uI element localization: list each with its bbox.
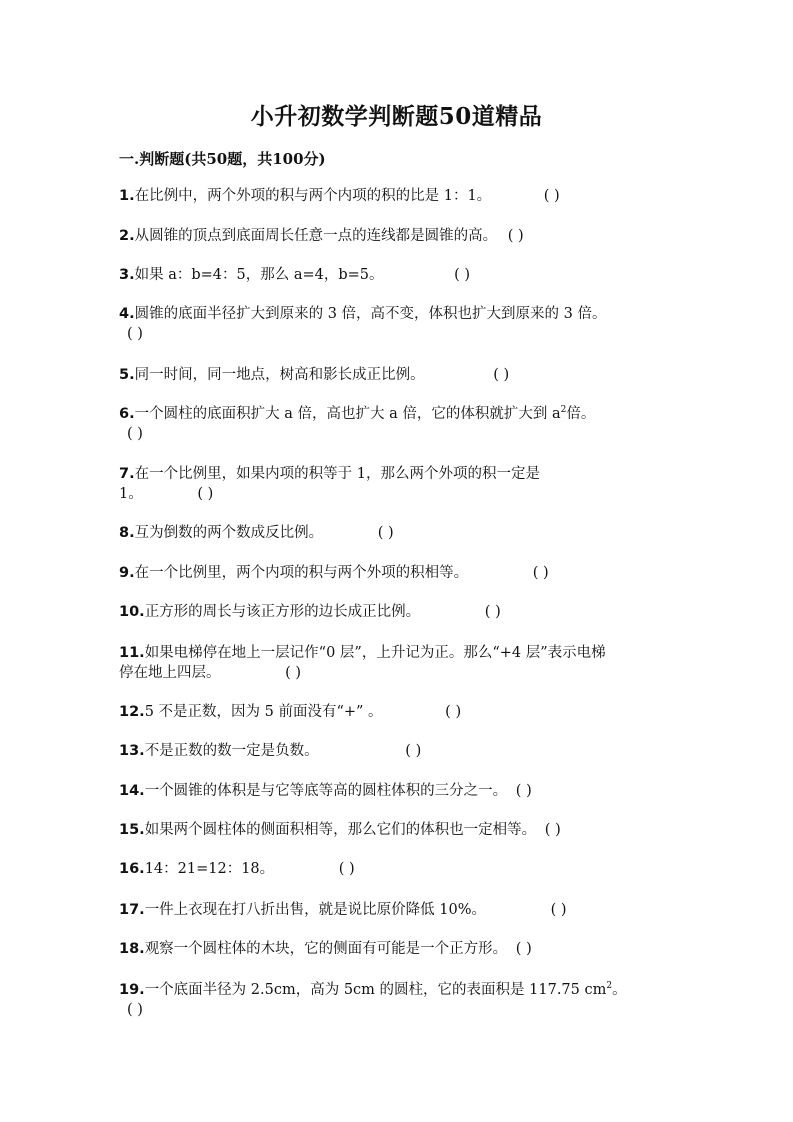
question-text: 在一个比例里，两个内项的积与两个外项的积相等。	[134, 565, 469, 581]
answer-blank[interactable]: ( )	[484, 604, 501, 620]
answer-blank[interactable]: ( )	[127, 326, 143, 342]
question-text: 互为倒数的两个数成反比例。	[134, 525, 324, 541]
question-text-line2: 1。	[119, 486, 143, 502]
answer-blank[interactable]: ( )	[507, 228, 524, 244]
question-text: 圆锥的底面半径扩大到原来的 3 倍，高不变，体积也扩大到原来的 3 倍。	[134, 306, 607, 322]
question-16	[119, 859, 679, 879]
question-number: 1.	[119, 188, 135, 204]
answer-blank[interactable]: ( )	[127, 1002, 143, 1018]
question-13	[119, 741, 679, 761]
question-number: 3.	[119, 267, 135, 283]
question-text: 5 不是正数，因为 5 前面没有“+” 。	[144, 704, 383, 720]
question-text: 正方形的周长与该正方形的边长成正比例。	[144, 604, 421, 620]
question-text-end: 倍。	[566, 406, 596, 422]
question-number: 17.	[119, 902, 145, 918]
question-7	[119, 464, 679, 504]
question-17	[119, 900, 679, 920]
answer-blank[interactable]: ( )	[445, 704, 462, 720]
question-10	[119, 602, 679, 622]
answer-blank[interactable]: ( )	[550, 902, 567, 918]
question-number: 4.	[119, 306, 135, 322]
question-text: 14：21=12：18。	[144, 861, 275, 877]
question-text: 一个圆锥的体积是与它等底等高的圆柱体积的三分之一。	[144, 783, 508, 799]
question-text: 如果两个圆柱体的侧面积相等，那么它们的体积也一定相等。	[144, 822, 537, 838]
answer-blank[interactable]: ( )	[544, 822, 561, 838]
question-number: 16.	[119, 861, 145, 877]
answer-blank[interactable]: ( )	[197, 486, 214, 502]
question-number: 8.	[119, 525, 135, 541]
question-text: 如果电梯停在地上一层记作“0 层”，上升记为正。那么“+4 层”表示电梯	[144, 645, 606, 661]
superscript: 2	[560, 405, 567, 416]
question-9	[119, 563, 679, 583]
answer-blank[interactable]: ( )	[515, 783, 532, 799]
answer-blank[interactable]: ( )	[515, 941, 532, 957]
question-text: 一个底面半径为 2.5cm，高为 5cm 的圆柱，它的表面积是 117.75 cm	[144, 982, 607, 998]
question-text: 一件上衣现在打八折出售，就是说比原价降低 10%。	[144, 902, 487, 918]
question-11	[119, 643, 679, 683]
question-4	[119, 304, 679, 344]
question-number: 12.	[119, 704, 145, 720]
question-text: 不是正数的数一定是负数。	[144, 743, 319, 759]
question-number: 2.	[119, 228, 135, 244]
question-text: 观察一个圆柱体的木块，它的侧面有可能是一个正方形。	[144, 941, 508, 957]
question-14	[119, 781, 679, 801]
answer-blank[interactable]: ( )	[127, 426, 143, 442]
question-number: 18.	[119, 941, 145, 957]
question-5	[119, 365, 679, 385]
answer-blank[interactable]: ( )	[454, 267, 471, 283]
question-number: 9.	[119, 565, 135, 581]
question-12	[119, 702, 679, 722]
question-text-end: 。	[612, 982, 627, 998]
question-15	[119, 820, 679, 840]
question-text: 同一时间，同一地点，树高和影长成正比例。	[134, 367, 425, 383]
question-number: 7.	[119, 466, 135, 482]
question-number: 11.	[119, 645, 145, 661]
question-text-line2: 停在地上四层。	[119, 665, 221, 681]
page-title: 小升初数学判断题50道精品	[250, 103, 543, 130]
answer-blank[interactable]: ( )	[405, 743, 422, 759]
answer-blank[interactable]: ( )	[543, 188, 560, 204]
question-text: 在比例中，两个外项的积与两个内项的积的比是 1：1。	[134, 188, 492, 204]
answer-blank[interactable]: ( )	[377, 525, 394, 541]
question-8	[119, 523, 679, 543]
question-number: 19.	[119, 982, 145, 998]
answer-blank[interactable]: ( )	[338, 861, 355, 877]
question-number: 15.	[119, 822, 145, 838]
answer-blank[interactable]: ( )	[285, 665, 302, 681]
answer-blank[interactable]: ( )	[493, 367, 510, 383]
question-6	[119, 404, 679, 444]
question-text: 从圆锥的顶点到底面周长任意一点的连线都是圆锥的高。	[134, 228, 498, 244]
question-number: 5.	[119, 367, 135, 383]
answer-blank[interactable]: ( )	[532, 565, 549, 581]
question-18	[119, 939, 679, 959]
question-3	[119, 265, 679, 285]
question-2	[119, 226, 679, 246]
question-19	[119, 980, 679, 1020]
question-1	[119, 186, 679, 206]
question-text: 在一个比例里，如果内项的积等于 1，那么两个外项的积一定是	[134, 466, 540, 482]
question-text: 一个圆柱的底面积扩大 a 倍，高也扩大 a 倍，它的体积就扩大到 a	[134, 406, 561, 422]
question-text: 如果 a：b=4：5，那么 a=4，b=5。	[134, 267, 384, 283]
question-number: 6.	[119, 406, 135, 422]
question-number: 10.	[119, 604, 145, 620]
superscript: 2	[606, 981, 613, 992]
question-number: 13.	[119, 743, 145, 759]
question-number: 14.	[119, 783, 145, 799]
section-heading: 一.判断题(共50题，共100分)	[119, 150, 326, 168]
